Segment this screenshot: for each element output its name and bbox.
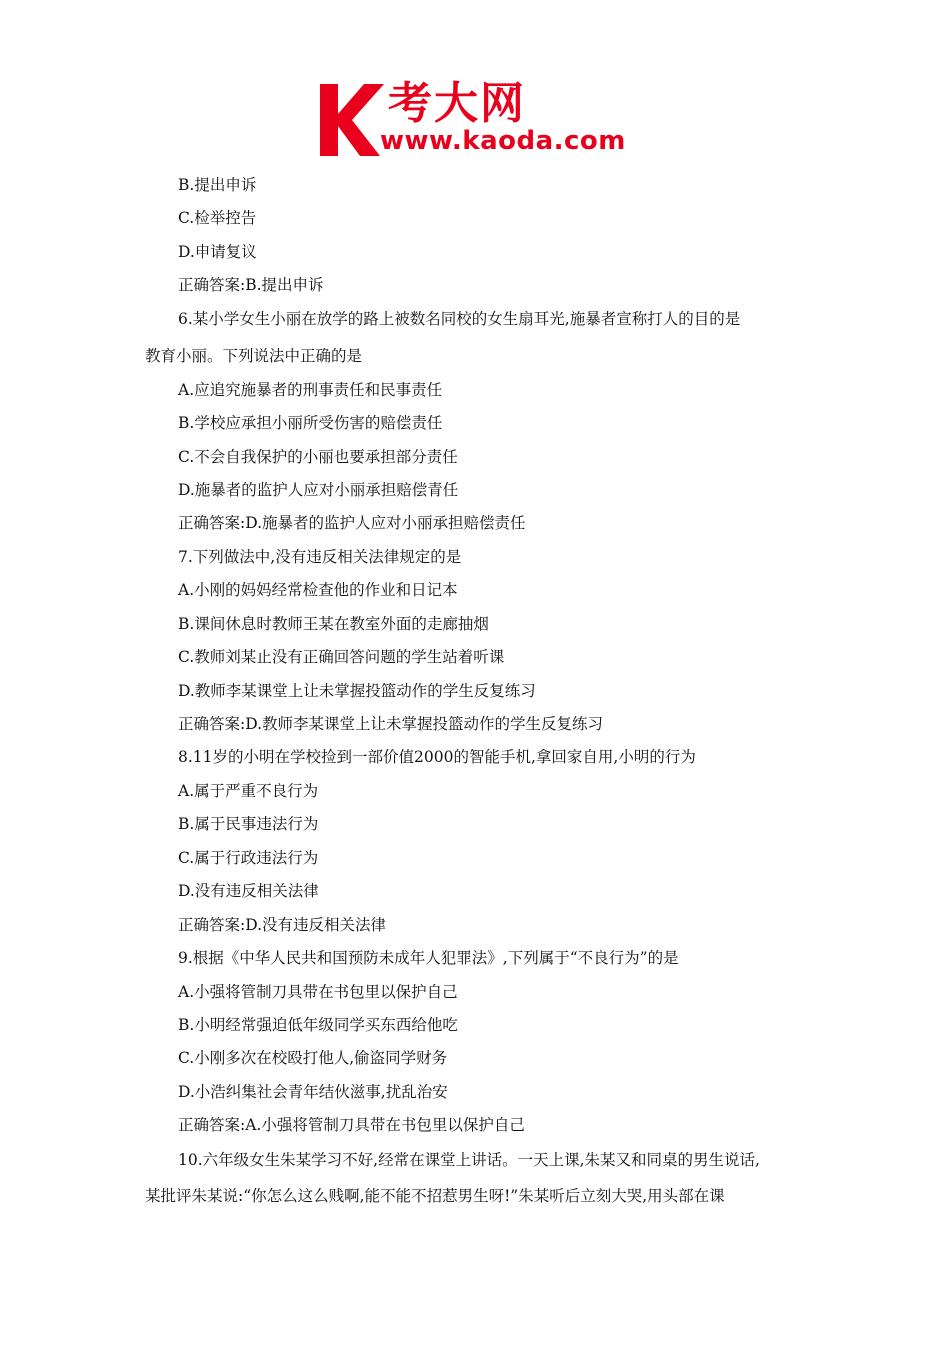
- q6-answer: 正确答案:D.施暴者的监护人应对小丽承担赔偿责任: [178, 514, 526, 532]
- logo-title: 考大网: [388, 78, 526, 129]
- kaoda-logo: [318, 80, 640, 160]
- q9-option-c: C.小刚多次在校殴打他人,偷盗同学财务: [178, 1049, 448, 1067]
- q8-option-b: B.属于民事违法行为: [178, 815, 319, 833]
- question-10: 10.六年级女生朱某学习不好,经常在课堂上讲话。一天上课,朱某又和同桌的男生说话,: [178, 1151, 760, 1169]
- q8-option-c: C.属于行政违法行为: [178, 849, 319, 867]
- q7-option-a: A.小刚的妈妈经常检查他的作业和日记本: [178, 581, 458, 599]
- option-d-prev: D.申请复议: [178, 243, 257, 261]
- q6-option-d: D.施暴者的监护人应对小丽承担赔偿青任: [178, 481, 459, 499]
- q7-option-d: D.教师李某课堂上让未掌握投篮动作的学生反复练习: [178, 682, 536, 700]
- q7-option-c: C.教师刘某止没有正确回答问题的学生站着听课: [178, 648, 505, 666]
- question-6: 6.某小学女生小丽在放学的路上被数名同校的女生扇耳光,施暴者宣称打人的目的是: [178, 310, 741, 328]
- q7-option-b: B.课间休息时教师王某在教室外面的走廊抽烟: [178, 615, 489, 633]
- question-10-cont: 某批评朱某说:“你怎么这么贱啊,能不能不招惹男生呀!”朱某听后立刻大哭,用头部在课: [145, 1187, 725, 1205]
- q8-answer: 正确答案:D.没有违反相关法律: [178, 916, 387, 934]
- logo-url: www.kaoda.com: [380, 126, 626, 156]
- option-b-prev: B.提出申诉: [178, 176, 257, 194]
- q9-option-a: A.小强将管制刀具带在书包里以保护自己: [178, 983, 458, 1001]
- answer-prev: 正确答案:B.提出申诉: [178, 276, 324, 294]
- q8-option-d: D.没有违反相关法律: [178, 882, 319, 900]
- question-7: 7.下列做法中,没有违反相关法律规定的是: [178, 548, 462, 566]
- option-c-prev: C.检举控告: [178, 209, 257, 227]
- q7-answer: 正确答案:D.教师李某课堂上让未掌握投篮动作的学生反复练习: [178, 715, 604, 733]
- q8-option-a: A.属于严重不良行为: [178, 782, 319, 800]
- q6-option-c: C.不会自我保护的小丽也要承担部分责任: [178, 448, 458, 466]
- question-6-cont: 教育小丽。下列说法中正确的是: [145, 347, 363, 365]
- q6-option-a: A.应追究施暴者的刑事责任和民事责任: [178, 381, 443, 399]
- logo-k-mark-icon: [318, 80, 388, 160]
- q9-option-b: B.小明经常强迫低年级同学买东西给他吃: [178, 1016, 458, 1034]
- q9-option-d: D.小浩纠集社会青年结伙滋事,扰乱治安: [178, 1083, 448, 1101]
- question-8: 8.11岁的小明在学校捡到一部价值2000的智能手机,拿回家自用,小明的行为: [178, 748, 696, 766]
- q9-answer: 正确答案:A.小强将管制刀具带在书包里以保护自己: [178, 1116, 525, 1134]
- q6-option-b: B.学校应承担小丽所受伤害的赔偿责任: [178, 414, 443, 432]
- question-9: 9.根据《中华人民共和国预防未成年人犯罪法》,下列属于“不良行为”的是: [178, 949, 679, 967]
